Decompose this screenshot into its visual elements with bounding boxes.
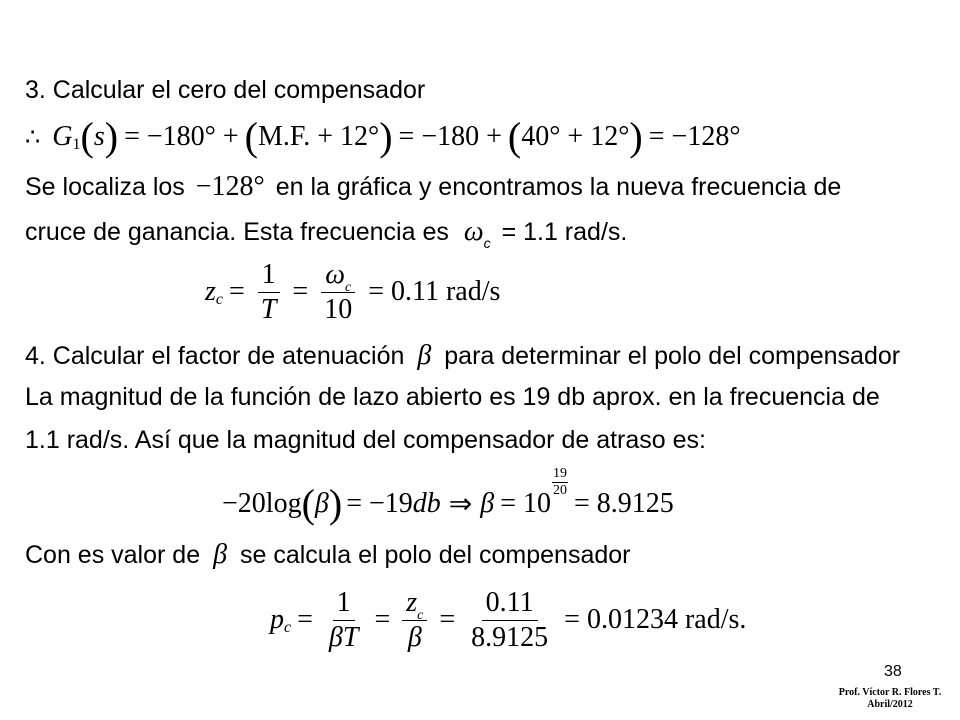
pc-equation: p c = $\frac{1}{\beta T}$ = $\frac{z_c}{\beta}$ = $\frac{0.11}{8.9125}$ = 0.01234 rad/s. — [270, 587, 747, 653]
paragraph-2-line-2: 1.1 rad/s. Así que la magnitud del compensador de atraso es: — [25, 426, 706, 454]
fraction-011-over-89125: $\frac{0.11}{8.9125}$ — [471, 587, 549, 653]
step3-title: 3. Calcular el cero del compensador — [25, 76, 426, 104]
step4-title: 4. Calcular el factor de atenuación β para determinar el polo del compensador — [25, 340, 901, 371]
page-number: 38 — [884, 663, 902, 680]
implies-arrow: ⇒ — [448, 489, 473, 520]
footer-author: Prof. Víctor R. Flores T. — [838, 687, 942, 698]
paragraph-1-line-2: cruce de ganancia. Esta frecuencia es $\omega_c = 1.1$ rad/s. — [25, 216, 628, 251]
zc-equation: z c = $\frac{1}{T}$ = $\frac{\omega_c}{10}$ = 0.11 rad/s — [205, 259, 501, 325]
fraction-1-over-T: $\frac{1}{T}$ — [257, 260, 281, 324]
paragraph-1-line-1: Se localiza los −128° en la gráfica y encontramos la nueva frecuencia de — [25, 171, 842, 202]
phase-equation: ∴ G 1 ( s ) = −180° + ( M.F. + 12° ) = −180 + ( 40° + 12° ) = −128° — [25, 114, 741, 159]
footer-date: Abril/2012 — [867, 699, 913, 710]
exponent-fraction: $\frac{19}{20}$ — [553, 466, 567, 498]
paragraph-3: Con es valor de β se calcula el polo del compensador — [25, 539, 631, 570]
therefore-symbol: ∴ — [25, 124, 41, 151]
footer-credit — [820, 687, 960, 711]
fraction-1-over-betaT: $\frac{1}{\beta T}$ — [328, 587, 359, 653]
beta-equation: −20log ( β ) = −19 db ⇒ β = 10 $\frac{19}{20}$ = 8.9125 — [222, 466, 674, 526]
paragraph-2-line-1: La magnitud de la función de lazo abierto es 19 db aprox. en la frecuencia de — [25, 383, 880, 411]
fraction-zc-over-beta: $\frac{z_c}{\beta}$ — [402, 588, 427, 652]
fraction-omega-over-10: $\frac{\omega_c}{10}$ — [320, 260, 356, 324]
